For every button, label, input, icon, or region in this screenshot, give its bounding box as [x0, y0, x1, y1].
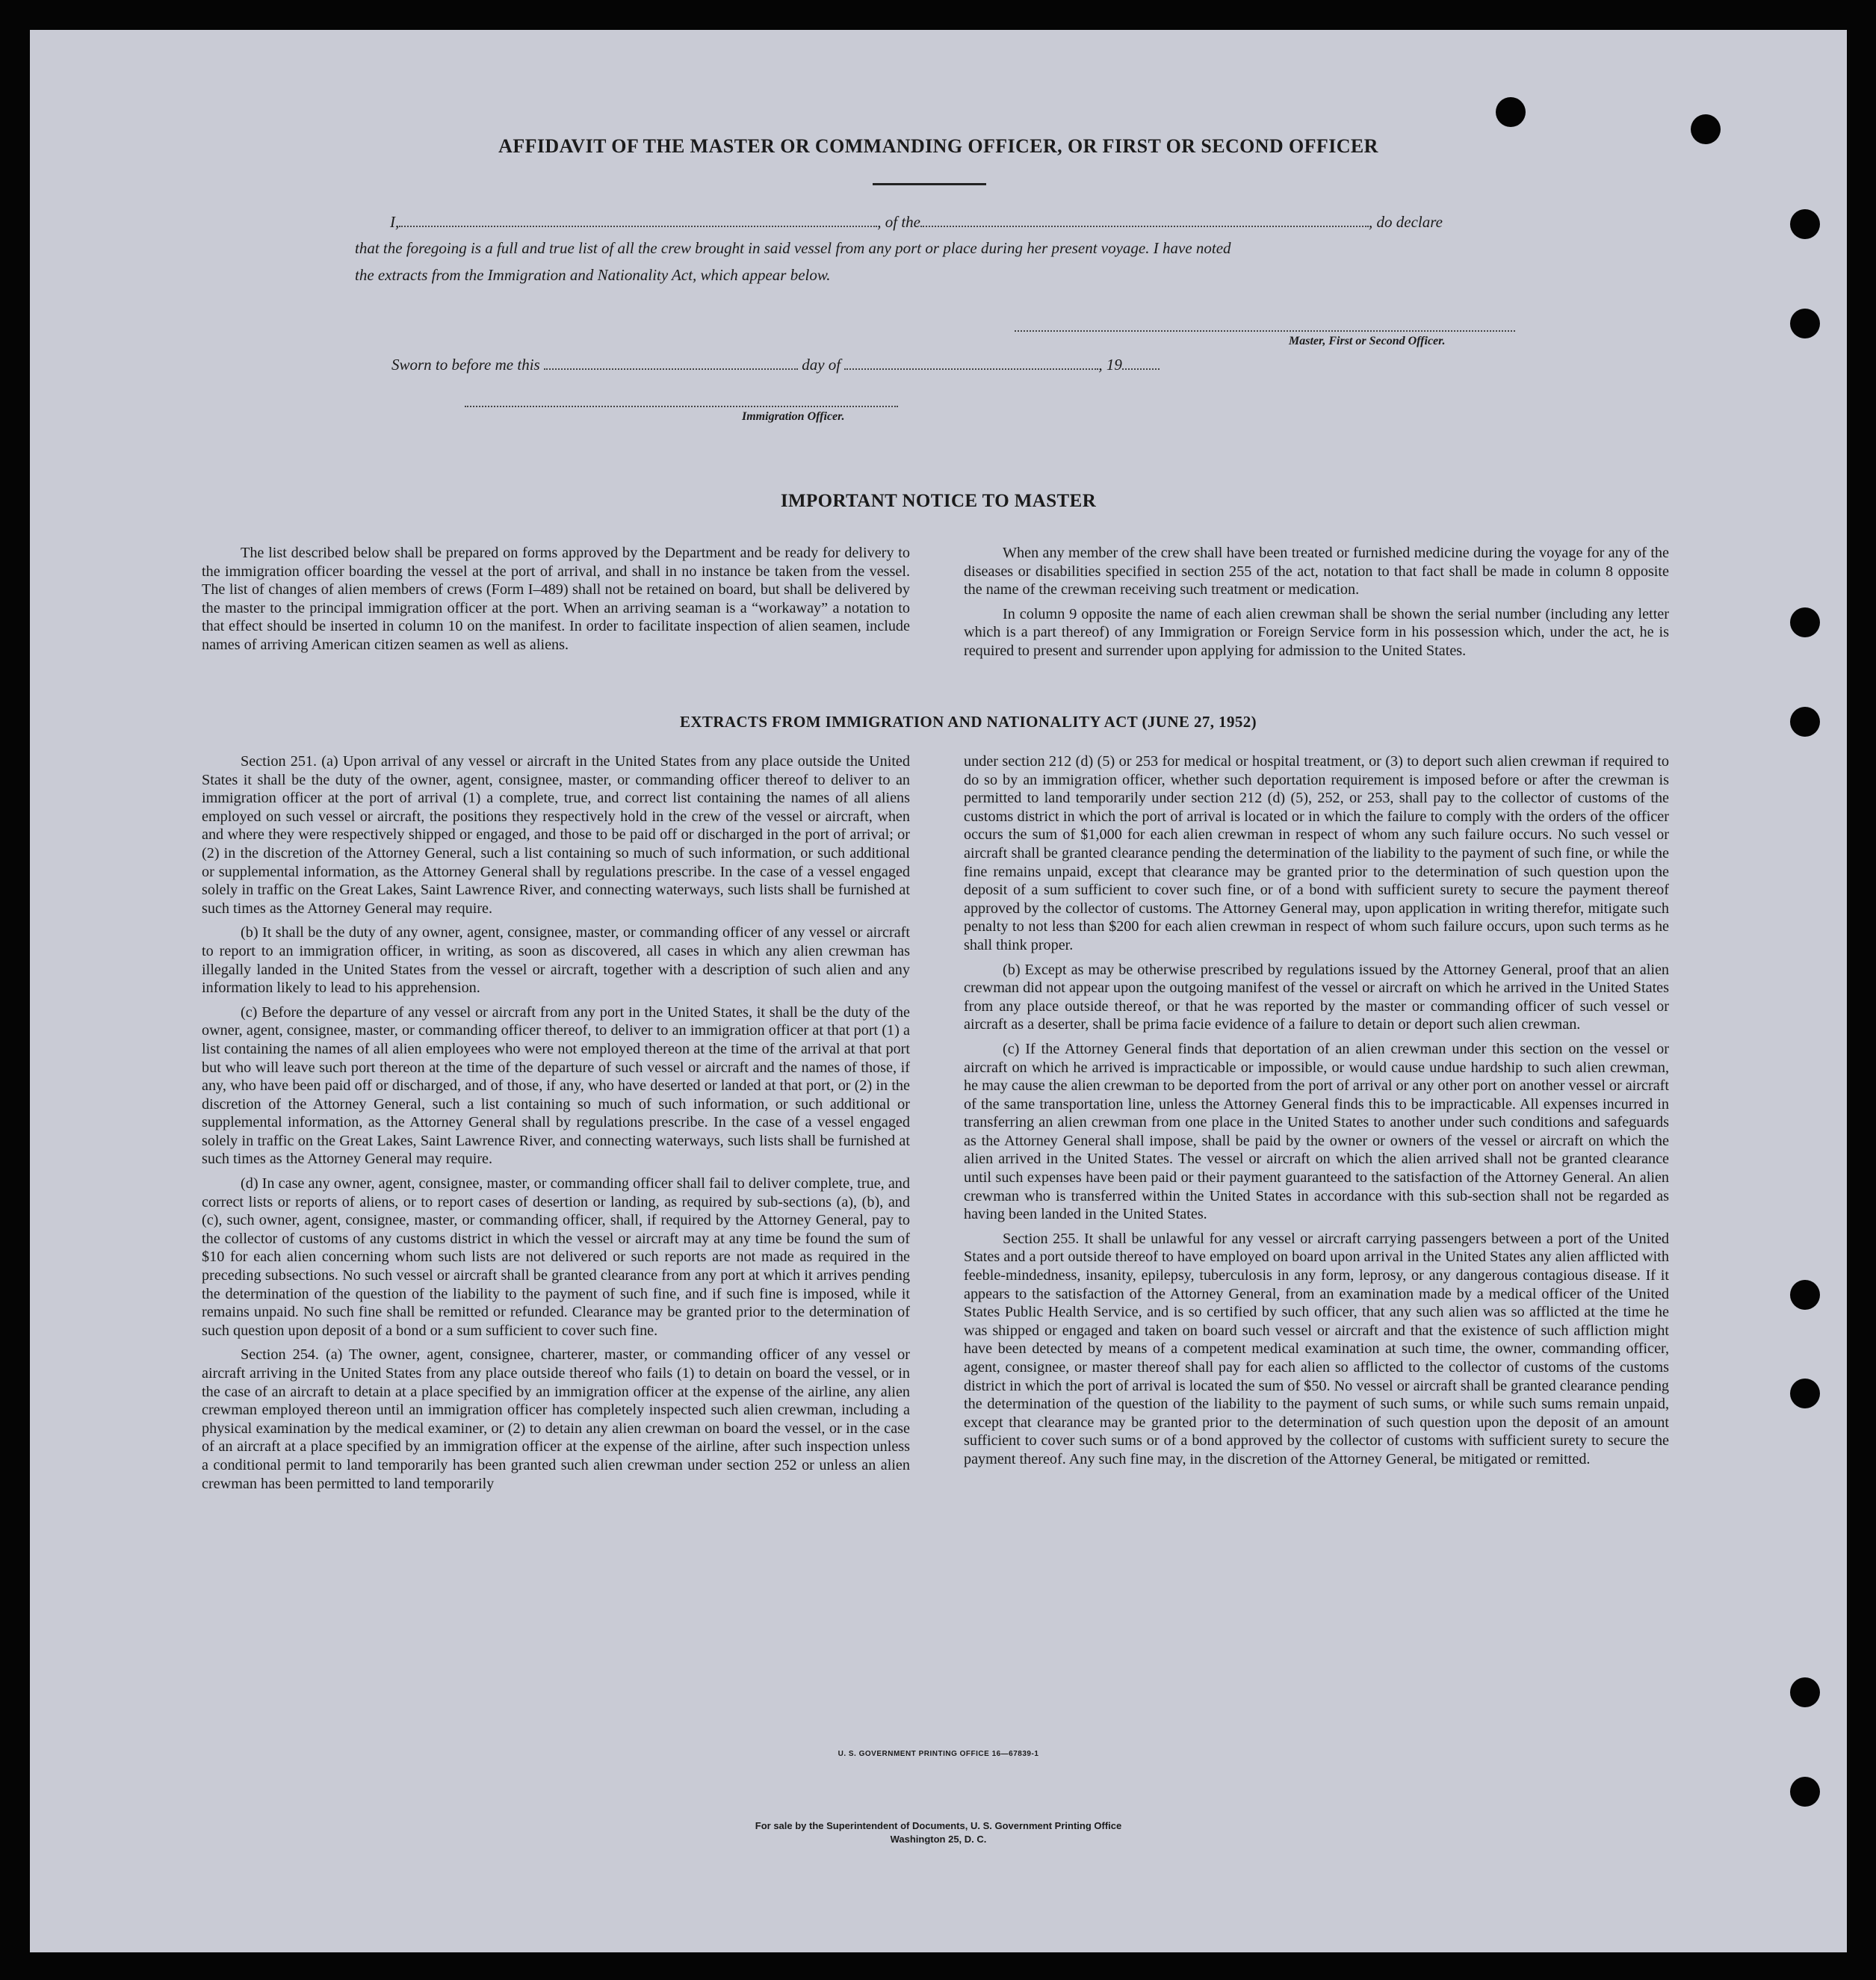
section-254-a: Section 254. (a) The owner, agent, consignee, charterer, master, or commanding officer of any vessel or aircraft arriving in the United States from any place outside thereof who fails (1) to detain on board the vessel, or in the case of an aircraft to detain at a place specified by an immigration officer at the expense of the airline, any alien crewman employed thereon until an immigration officer has completely inspected such alien crewman, including a physical examination by the medical examiner, or (2) to detain any alien crewman on board the vessel, or in the case of an aircraft at a place specified by an immigration officer at the expense of the airline, after such inspection unless a conditional permit to land temporarily has been granted such alien crewman under section 252 or unless an alien crewman has been permitted to land temporarily	[202, 1346, 910, 1492]
section-254-b: (b) Except as may be otherwise prescribed by regulations issued by the Attorney General, proof that an alien crewman did not appear upon the outgoing manifest of the vessel or aircraft on which he arrived in the United States from any place outside thereof, or that he was reported by the master or commanding officer of such vessel or aircraft as a deserter, shall be prima facie evidence of a failure to detain or deport such alien crewman.	[964, 961, 1669, 1033]
extracts-left-column	[202, 752, 910, 1499]
affidavit-line-3: the extracts from the Immigration and Nationality Act, which appear below.	[355, 266, 831, 284]
notice-title: IMPORTANT NOTICE TO MASTER	[780, 491, 1097, 511]
binder-hole	[1790, 1677, 1820, 1707]
binder-hole	[1790, 309, 1820, 338]
affidavit-title: AFFIDAVIT OF THE MASTER OR COMMANDING OFFICER, OR FIRST OR SECOND OFFICER	[498, 135, 1378, 157]
affidavit-do-declare: , do declare	[1369, 213, 1443, 231]
notice-left-paragraph: The list described below shall be prepared on forms approved by the Department and be ready for delivery to the immigration officer boarding the vessel at the port of arrival, and shall in no instance be taken from the vessel. The list of changes of alien members of crews (Form I–489) shall not be retained on board, but shall be delivered by the master to the principal immigration officer at the port. When an arriving seaman is a “workaway” a notation to that effect should be inserted in column 10 on the manifest. In order to facilitate inspection of alien seamen, include names of arriving American citizen seamen as well as aliens.	[202, 545, 910, 653]
vessel-blank	[920, 212, 1369, 227]
section-251-d: (d) In case any owner, agent, consignee, master, or commanding officer shall fail to deliver complete, true, and correct lists or reports of aliens, or to report cases of desertion or landing, as required by sub-sections (a), (b), and (c), such owner, agent, consignee, master, or commanding officer, shall, if required by the Attorney General, pay to the collector of customs of any customs district in which the vessel or aircraft may at any time be found the sum of $10 for each alien concerning whom such lists are not delivered or such reports are not made as required in the preceding subsections. No such vessel or aircraft shall be granted clearance from any port at which it arrives pending the determination of the question of the liability to the payment of such fine, and if such fine is imposed, while it remains unpaid. No such fine shall be remitted or refunded. Clearance may be granted prior to the determination of such question upon deposit of a bond or a sum sufficient to cover such fine.	[202, 1175, 910, 1339]
extracts-right-column	[964, 752, 1669, 1475]
binder-hole	[1790, 1280, 1820, 1310]
year-blank	[1122, 355, 1160, 370]
affidavit-line-1	[390, 212, 1443, 232]
notice-right-paragraph-1: When any member of the crew shall have been treated or furnished medicine during the voyage for any of the diseases or disabilities specified in section 255 of the act, notation to that fact shall be made in column 8 opposite the name of the crewman receiving such treatment or medication.	[964, 545, 1669, 598]
sworn-text: Sworn to before me this	[391, 356, 540, 374]
affidavit-i: I,	[390, 213, 400, 231]
master-signature-line	[1015, 330, 1515, 332]
printing-office-code: U. S. GOVERNMENT PRINTING OFFICE 16—67839-1	[838, 1750, 1039, 1758]
sale-notice-line-2: Washington 25, D. C.	[890, 1834, 987, 1845]
notice-right-column	[964, 544, 1669, 666]
section-255: Section 255. It shall be unlawful for any vessel or aircraft carrying passengers between a port of the United States and a port outside thereof to have employed on board upon arrival in the United States any alien afflicted with feeble-mindedness, insanity, epilepsy, tuberculosis in any form, leprosy, or any dangerous contagious disease. If it appears to the satisfaction of the Attorney General, from an examination made by a medical officer of the United States Public Health Service, and is so certified by such officer, that any such alien was so afflicted at the time he was shipped or engaged and taken on board such vessel or aircraft and that the existence of such affliction might have been detected by means of a competent medical examination at such time, the owner, commanding officer, agent, consignee, or master thereof shall pay for each alien so afflicted to the collector of customs of the customs district in which the port of arrival is located the sum of $50. No vessel or aircraft shall be granted clearance pending the determination of the question of the liability to the payment of such sums, or while such sums remain unpaid, except that clearance may be granted prior to the determination of such question upon the deposit of an amount sufficient to cover such sums or of a bond approved by the collector of customs with sufficient surety to secure the payment thereof. Any such fine may, in the discretion of the Attorney General, be mitigated or remitted.	[964, 1230, 1670, 1467]
section-251-b: (b) It shall be the duty of any owner, agent, consignee, master, or commanding officer of any vessel or aircraft to report to an immigration officer, in writing, as soon as discovered, all cases in which any alien crewman has illegally landed in the United States from the vessel or aircraft, together with a description of such alien and any information likely to lead to his apprehension.	[202, 924, 910, 997]
sale-notice-line-1: For sale by the Superintendent of Documents, U. S. Government Printing Office	[755, 1820, 1122, 1831]
affidavit-line-2: that the foregoing is a full and true list of all the crew brought in said vessel from any port or place during her present voyage. I have noted	[355, 239, 1231, 257]
notice-left-column	[202, 544, 910, 660]
officer-signature-label: Immigration Officer.	[742, 410, 845, 423]
title-rule	[873, 183, 986, 185]
binder-hole	[1496, 97, 1526, 127]
extracts-title: EXTRACTS FROM IMMIGRATION AND NATIONALITY ACT (JUNE 27, 1952)	[679, 713, 1257, 731]
binder-hole	[1790, 607, 1820, 637]
day-of-text: day of	[802, 356, 841, 374]
year-text: , 19	[1098, 356, 1122, 374]
notice-right-paragraph-2: In column 9 opposite the name of each alien crewman shall be shown the serial number (including any letter which is a part thereof) of any Immigration or Foreign Service form in his possession which, under the act, he is required to present and surrender upon applying for admission to the United States.	[964, 605, 1669, 659]
sworn-day-blank	[544, 355, 798, 370]
master-signature-label: Master, First or Second Officer.	[1289, 335, 1446, 347]
binder-hole	[1790, 209, 1820, 239]
section-251-a: Section 251. (a) Upon arrival of any vessel or aircraft in the United States from any place outside the United States it shall be the duty of the owner, agent, consignee, master, or commanding officer thereof to deliver to an immigration officer at the port of arrival (1) a complete, true, and correct list containing the names of all aliens employed on such vessel or aircraft, the positions they respectively hold in the crew of the vessel or aircraft, when and where they were respectively shipped or engaged, and those to be paid off or discharged in the port of arrival; or (2) in the discretion of the Attorney General, such a list containing so much of such information, or such additional or supplemental information, as the Attorney General shall by regulations prescribe. In the case of a vessel engaged solely in traffic on the Great Lakes, Saint Lawrence River, and connecting waterways, such lists shall be furnished at such times as the Attorney General may require.	[202, 753, 910, 917]
officer-signature-line	[465, 406, 898, 407]
affidavit-of-the: , of the	[877, 213, 920, 231]
section-254-a-continued: under section 212 (d) (5) or 253 for medical or hospital treatment, or (3) to deport such alien crewman if required to do so by an immigration officer, whether such deportation requirement is imposed before or after the crewman is permitted to land temporarily under section 212 (d) (5), 252, or 253, shall pay to the collector of customs of the customs district in which the port of arrival is located or in which the failure to comply with the orders of the officer occurs the sum of $1,000 for each alien crewman in respect of whom any such failure occurs. No such vessel or aircraft shall be granted clearance pending the determination of the liability to the payment of such fine, or while the fine remains unpaid, except that clearance may be granted prior to the determination of such question upon the deposit of a sum sufficient to cover such fine, or of a bond with sufficient surety to secure the payment thereof approved by the collector of customs. The Attorney General may, upon application in writing therefor, mitigate such penalty to not less than $200 for each alien crewman in respect of whom such failure occurs, upon such terms as he shall think proper.	[964, 753, 1669, 953]
binder-hole	[1790, 1379, 1820, 1408]
section-254-c: (c) If the Attorney General finds that deportation of an alien crewman under this section on the vessel or aircraft on which he arrived is impracticable or impossible, or would cause undue hardship to such alien crewman, he may cause the alien crewman to be deported from the port of arrival or any other port on another vessel or aircraft of the same transportation line, unless the Attorney General finds this to be impracticable. All expenses incurred in transferring an alien crewman from one place in the United States to another under such conditions and safeguards as the Attorney General shall impose, shall be paid by the owner or owners of the vessel or aircraft on which the alien arrived in the United States. The vessel or aircraft on which the alien arrived shall not be granted clearance until such expenses have been paid or their payment guaranteed to the satisfaction of the Attorney General. An alien crewman who is transferred within the United States in accordance with this sub-section shall not be regarded as having been landed in the United States.	[964, 1040, 1669, 1223]
name-blank	[399, 212, 877, 227]
document-page	[30, 30, 1847, 1952]
sworn-line	[391, 355, 1160, 374]
binder-hole	[1790, 1777, 1820, 1807]
section-251-c: (c) Before the departure of any vessel or aircraft from any port in the United States, it shall be the duty of the owner, agent, consignee, master, or commanding officer thereof, to deliver to an immigration officer at that port (1) a list containing the names of all alien employees who were not employed thereon at the time of the arrival at that port but who will leave such port thereon at the time of the departure of such vessel or aircraft and the names of those, if any, who have been paid off or discharged, and of those, if any, who have deserted or landed at that port, or (2) in the discretion of the Attorney General, such a list containing so much of such information, or such additional or supplemental information, as the Attorney General shall by regulations prescribe. In the case of a vessel engaged solely in traffic on the Great Lakes, Saint Lawrence River, and connecting waterways, such lists shall be furnished at such times as the Attorney General may require.	[202, 1003, 910, 1168]
month-blank	[844, 355, 1098, 370]
